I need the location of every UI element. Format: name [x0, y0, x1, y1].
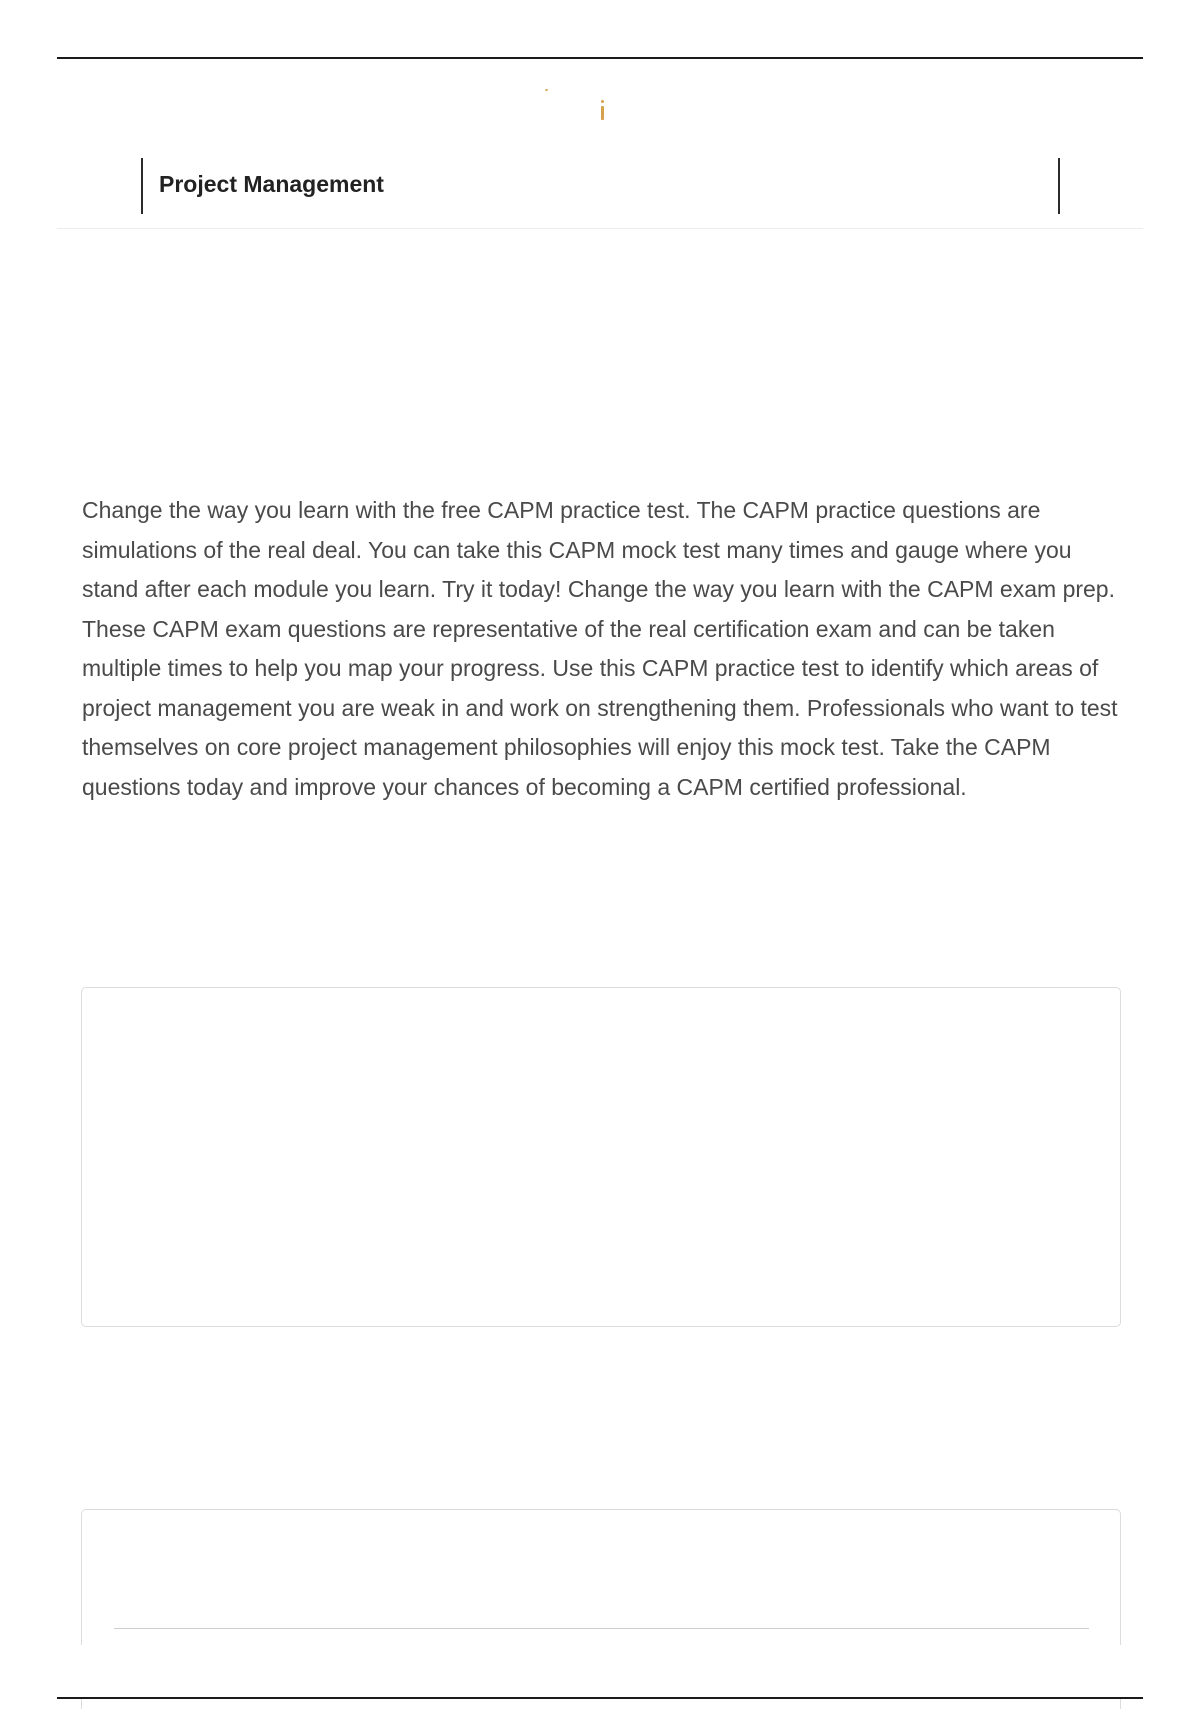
content-card — [81, 987, 1121, 1327]
page-bottom-rule — [57, 1697, 1143, 1699]
card-divider — [114, 1628, 1089, 1629]
loading-dot-icon — [545, 89, 548, 91]
header-divider-right — [1058, 158, 1060, 214]
page-footer-gap — [0, 1645, 1200, 1697]
site-header — [57, 156, 1143, 229]
loading-indicator-dot — [601, 100, 604, 103]
loading-indicator-stem — [601, 106, 604, 120]
header-divider-left — [141, 158, 143, 214]
page-top-rule — [57, 57, 1143, 59]
site-brand-link[interactable]: Project Management — [159, 171, 384, 197]
loading-indicator-icon — [601, 100, 604, 120]
intro-paragraph: Change the way you learn with the free CAPM practice test. The CAPM practice questions are simulations of the real deal. You can take this CAPM mock test many times and gauge where you stand after each module you learn. Try it today! Change the way you learn with the CAPM exam prep. These CAPM exam questions are representative of the real certification exam and can be taken multiple times to help you map your progress. Use this CAPM practice test to identify which areas of project management you are weak in and work on strengthening them. Professionals who want to test themselves on core project management philosophies will enjoy this mock test. Take the CAPM questions today and improve your chances of becoming a CAPM certified professional. — [82, 497, 1118, 800]
